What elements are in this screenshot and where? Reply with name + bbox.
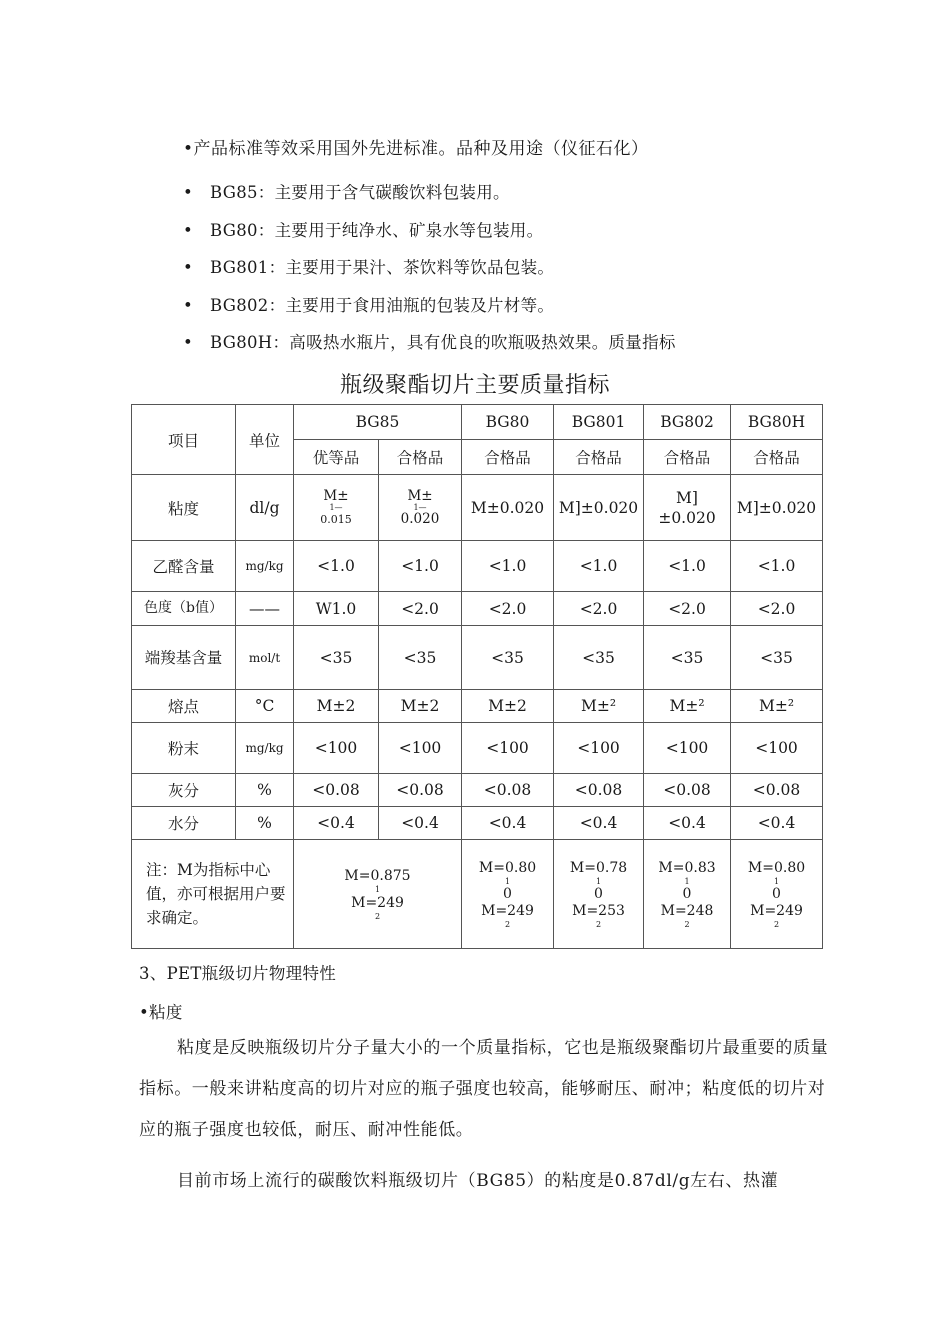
header-bg80: BG80 xyxy=(462,405,554,440)
table-cell: M±² xyxy=(644,690,731,723)
table-cell: <2.0 xyxy=(644,592,731,626)
table-cell: <0.08 xyxy=(731,774,823,807)
row-item: 乙醛含量 xyxy=(132,541,236,592)
note-bg802: M=0.83 1 0 M=248 2 xyxy=(644,840,731,949)
table-cell: <0.4 xyxy=(379,807,462,840)
paragraph xyxy=(139,1028,829,1151)
table-row xyxy=(132,690,823,723)
table-row xyxy=(132,475,823,541)
table-cell: M±² xyxy=(731,690,823,723)
grade-cell: 合格品 xyxy=(462,440,554,475)
paragraph-text: 粘度是反映瓶级切片分子量大小的一个质量指标，它也是瓶级聚酯切片最重要的质量指标。一般来讲粘度高的切片对应的瓶子强度也较高，能够耐压、耐冲；粘度低的切片对应的瓶子强度也较低，耐压、耐冲性能低。 xyxy=(139,1038,829,1140)
header-item: 项目 xyxy=(132,405,236,475)
table-cell: M±0.020 xyxy=(462,475,554,541)
product-list xyxy=(183,178,676,366)
row-unit: mg/kg xyxy=(236,541,294,592)
table-cell: <0.4 xyxy=(731,807,823,840)
row-unit: —— xyxy=(236,592,294,626)
list-item xyxy=(183,328,676,366)
row-item: 色度（b值） xyxy=(132,592,236,626)
table-cell: M± 1— 0.020 xyxy=(379,475,462,541)
table-cell: <35 xyxy=(731,626,823,690)
list-item-text: BG801：主要用于果汁、茶饮料等饮品包装。 xyxy=(210,258,555,277)
row-item: 端羧基含量 xyxy=(132,626,236,690)
note-bg80h: M=0.80 1 0 M=249 2 xyxy=(731,840,823,949)
header-bg85: BG85 xyxy=(294,405,462,440)
list-item xyxy=(183,291,676,329)
row-unit: °C xyxy=(236,690,294,723)
row-unit: mol/t xyxy=(236,626,294,690)
table-cell: <100 xyxy=(731,723,823,774)
table-cell: <100 xyxy=(294,723,379,774)
table-cell: <0.08 xyxy=(294,774,379,807)
table-cell: <1.0 xyxy=(731,541,823,592)
table-cell: <1.0 xyxy=(554,541,644,592)
table-cell: <0.4 xyxy=(294,807,379,840)
bullet-icon: • xyxy=(183,183,194,202)
grade-cell: 合格品 xyxy=(644,440,731,475)
table-cell: <35 xyxy=(294,626,379,690)
table-cell: <2.0 xyxy=(379,592,462,626)
grade-cell: 合格品 xyxy=(731,440,823,475)
row-unit: dl/g xyxy=(236,475,294,541)
table-cell: <35 xyxy=(554,626,644,690)
table-row xyxy=(132,723,823,774)
table-row xyxy=(132,626,823,690)
grade-cell: 合格品 xyxy=(554,440,644,475)
grade-cell: 合格品 xyxy=(379,440,462,475)
row-item: 熔点 xyxy=(132,690,236,723)
list-item-text: BG85：主要用于含气碳酸饮料包装用。 xyxy=(210,183,510,202)
table-cell: <2.0 xyxy=(731,592,823,626)
list-item-text: BG802：主要用于食用油瓶的包装及片材等。 xyxy=(210,295,555,315)
table-cell: <1.0 xyxy=(379,541,462,592)
row-item: 粉末 xyxy=(132,723,236,774)
table-cell: <100 xyxy=(462,723,554,774)
table-cell: <1.0 xyxy=(294,541,379,592)
table-cell: <0.08 xyxy=(379,774,462,807)
table-cell: M±² xyxy=(554,690,644,723)
table-cell: <0.08 xyxy=(644,774,731,807)
table-row xyxy=(132,592,823,626)
sub-heading: •粘度 xyxy=(139,1003,183,1022)
table-cell: <0.4 xyxy=(644,807,731,840)
list-item xyxy=(183,253,676,291)
table-cell: <35 xyxy=(379,626,462,690)
list-item-text: BG80H：高吸热水瓶片，具有优良的吹瓶吸热效果。质量指标 xyxy=(210,333,676,352)
table-cell: <1.0 xyxy=(462,541,554,592)
table-cell: <35 xyxy=(462,626,554,690)
section-heading: 3、PET瓶级切片物理特性 xyxy=(139,964,337,983)
table-cell: M±2 xyxy=(462,690,554,723)
table-header-row xyxy=(132,405,823,440)
table-note-row xyxy=(132,840,823,949)
table-cell: M]±0.020 xyxy=(554,475,644,541)
table-cell: <1.0 xyxy=(644,541,731,592)
intro-line: •产品标准等效采用国外先进标准。品种及用途（仪征石化） xyxy=(183,139,649,159)
bullet-icon: • xyxy=(183,333,194,352)
note-text: 注：M为指标中心值，亦可根据用户要求确定。 xyxy=(132,840,294,949)
note-bg80: M=0.80 1 0 M=249 2 xyxy=(462,840,554,949)
header-bg801: BG801 xyxy=(554,405,644,440)
table-cell: M] ±0.020 xyxy=(644,475,731,541)
quality-table xyxy=(131,404,823,949)
table-cell: M]±0.020 xyxy=(731,475,823,541)
table-cell: <2.0 xyxy=(554,592,644,626)
header-bg802: BG802 xyxy=(644,405,731,440)
table-row xyxy=(132,541,823,592)
table-title: 瓶级聚酯切片主要质量指标 xyxy=(339,373,610,398)
row-unit: mg/kg xyxy=(236,723,294,774)
paragraph-text: 目前市场上流行的碳酸饮料瓶级切片（BG85）的粘度是0.87dl/g左右、热灌 xyxy=(177,1171,779,1191)
table-cell: M± 1— 0.015 xyxy=(294,475,379,541)
table-cell: M±2 xyxy=(379,690,462,723)
bullet-icon: • xyxy=(183,220,194,240)
row-item: 水分 xyxy=(132,807,236,840)
table-cell: <0.4 xyxy=(462,807,554,840)
header-unit: 单位 xyxy=(236,405,294,475)
table-cell: M±2 xyxy=(294,690,379,723)
list-item xyxy=(183,178,676,216)
bullet-icon: • xyxy=(183,258,194,277)
grade-cell: 优等品 xyxy=(294,440,379,475)
row-unit: % xyxy=(236,774,294,807)
paragraph xyxy=(139,1161,839,1202)
row-item: 灰分 xyxy=(132,774,236,807)
table-cell: <35 xyxy=(644,626,731,690)
table-row xyxy=(132,807,823,840)
table-cell: <100 xyxy=(379,723,462,774)
list-item xyxy=(183,216,676,254)
table-cell: <100 xyxy=(554,723,644,774)
table-cell: <0.08 xyxy=(462,774,554,807)
table-cell: W1.0 xyxy=(294,592,379,626)
table-row xyxy=(132,774,823,807)
table-cell: <0.08 xyxy=(554,774,644,807)
row-unit: % xyxy=(236,807,294,840)
table-cell: <0.4 xyxy=(554,807,644,840)
note-bg85: M=0.875 1 M=249 2 xyxy=(294,840,462,949)
row-item: 粘度 xyxy=(132,475,236,541)
table-cell: <100 xyxy=(644,723,731,774)
bullet-icon: • xyxy=(183,295,194,315)
note-bg801: M=0.78 1 0 M=253 2 xyxy=(554,840,644,949)
header-bg80h: BG80H xyxy=(731,405,823,440)
list-item-text: BG80：主要用于纯净水、矿泉水等包装用。 xyxy=(210,220,544,240)
table-cell: <2.0 xyxy=(462,592,554,626)
